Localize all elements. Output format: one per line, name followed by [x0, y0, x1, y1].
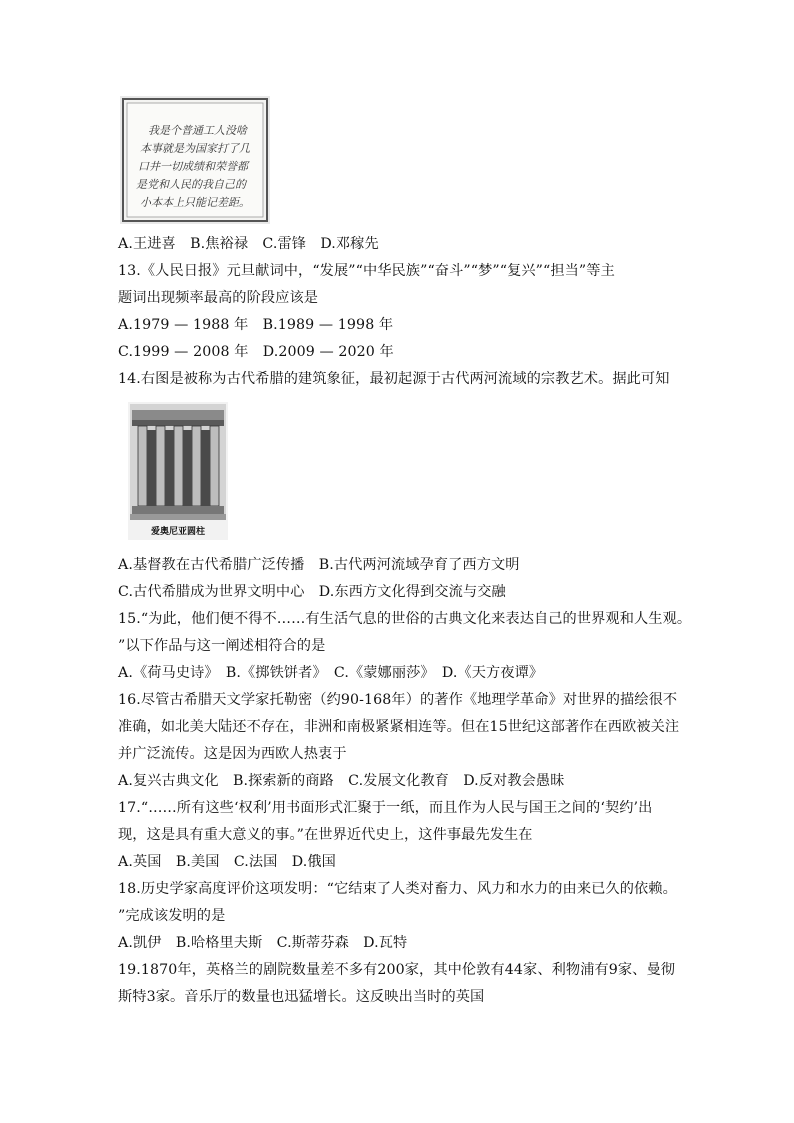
- handwritten-note-image: [120, 96, 270, 224]
- ionic-column-image: [128, 402, 228, 540]
- q13-options-2: C.1999 — 2008 年 D.2009 — 2020 年: [118, 344, 394, 360]
- q13-options-1: A.1979 — 1988 年 B.1989 — 1998 年: [118, 317, 394, 333]
- q14-stem: 14.右图是被称为古代希腊的建筑象征，最初起源于古代两河流域的宗教艺术。据此可知: [118, 371, 670, 387]
- q14-options-2: C.古代希腊成为世界文明中心 D.东西方文化得到交流与交融: [118, 584, 506, 600]
- q16-options: A.复兴古典文化 B.探索新的商路 C.发展文化教育 D.反对教会愚昧: [118, 773, 565, 789]
- q18-stem-line1: 18.历史学家高度评价这项发明：“它结束了人类对畜力、风力和水力的由来已久的依赖。: [118, 881, 677, 897]
- q15-options: A.《荷马史诗》 B.《掷铁饼者》 C.《蒙娜丽莎》 D.《天方夜谭》: [118, 665, 544, 681]
- q15-stem-line2: ”以下作品与这一阐述相符合的是: [118, 638, 326, 654]
- q16-stem-line3: 并广泛流传。这是因为西欧人热衷于: [118, 746, 347, 762]
- q18-stem-line2: ”完成该发明的是: [118, 908, 226, 924]
- hand-line-4: 是党和人民的我自己的: [136, 178, 246, 191]
- q16-stem-line1: 16.尽管古希腊天文学家托勒密（约90-168年）的著作《地理学革命》对世界的描绘很不: [118, 692, 678, 708]
- q13-stem-line1: 13.《人民日报》元旦献词中，“发展”“中华民族”“奋斗”“梦”“复兴”“担当”等主: [118, 263, 615, 279]
- q15-stem-line1: 15.“为此，他们便不得不……有生活气息的世俗的古典文化来表达自己的世界观和人生观。: [118, 611, 692, 627]
- hand-line-1: 我是个普通工人没啥: [148, 124, 247, 137]
- q16-stem-line2: 准确，如北美大陆还不存在，非洲和南极紧紧相连等。但在15世纪这部著作在西欧被关注: [118, 719, 680, 735]
- q19-stem-line1: 19.1870年，英格兰的剧院数量差不多有200家，其中伦敦有44家、利物浦有9家、曼彻: [118, 962, 676, 978]
- q17-stem-line2: 现，这是具有重大意义的事。”在世界近代史上，这件事最先发生在: [118, 827, 533, 843]
- q13-stem-line2: 题词出现频率最高的阶段应该是: [118, 290, 319, 306]
- hand-line-2: 本事就是为国家打了几: [140, 142, 250, 155]
- q12-options: A.王进喜 B.焦裕禄 C.雷锋 D.邓稼先: [118, 236, 379, 252]
- hand-line-3: 口井一切成绩和荣誉都: [138, 160, 248, 173]
- q17-options: A.英国 B.美国 C.法国 D.俄国: [118, 854, 336, 870]
- column-caption: 爱奥尼亚圆柱: [150, 527, 206, 537]
- q18-options: A.凯伊 B.哈格里夫斯 C.斯蒂芬森 D.瓦特: [118, 935, 408, 951]
- q17-stem-line1: 17.“……所有这些‘权利’用书面形式汇聚于一纸，而且作为人民与国王之间的‘契约’出: [118, 800, 653, 816]
- q14-options-1: A.基督教在古代希腊广泛传播 B.古代两河流域孕育了西方文明: [118, 557, 520, 573]
- q19-stem-line2: 斯特3家。音乐厅的数量也迅猛增长。这反映出当时的英国: [118, 989, 485, 1005]
- hand-line-5: 小本本上只能记差距。: [140, 196, 250, 209]
